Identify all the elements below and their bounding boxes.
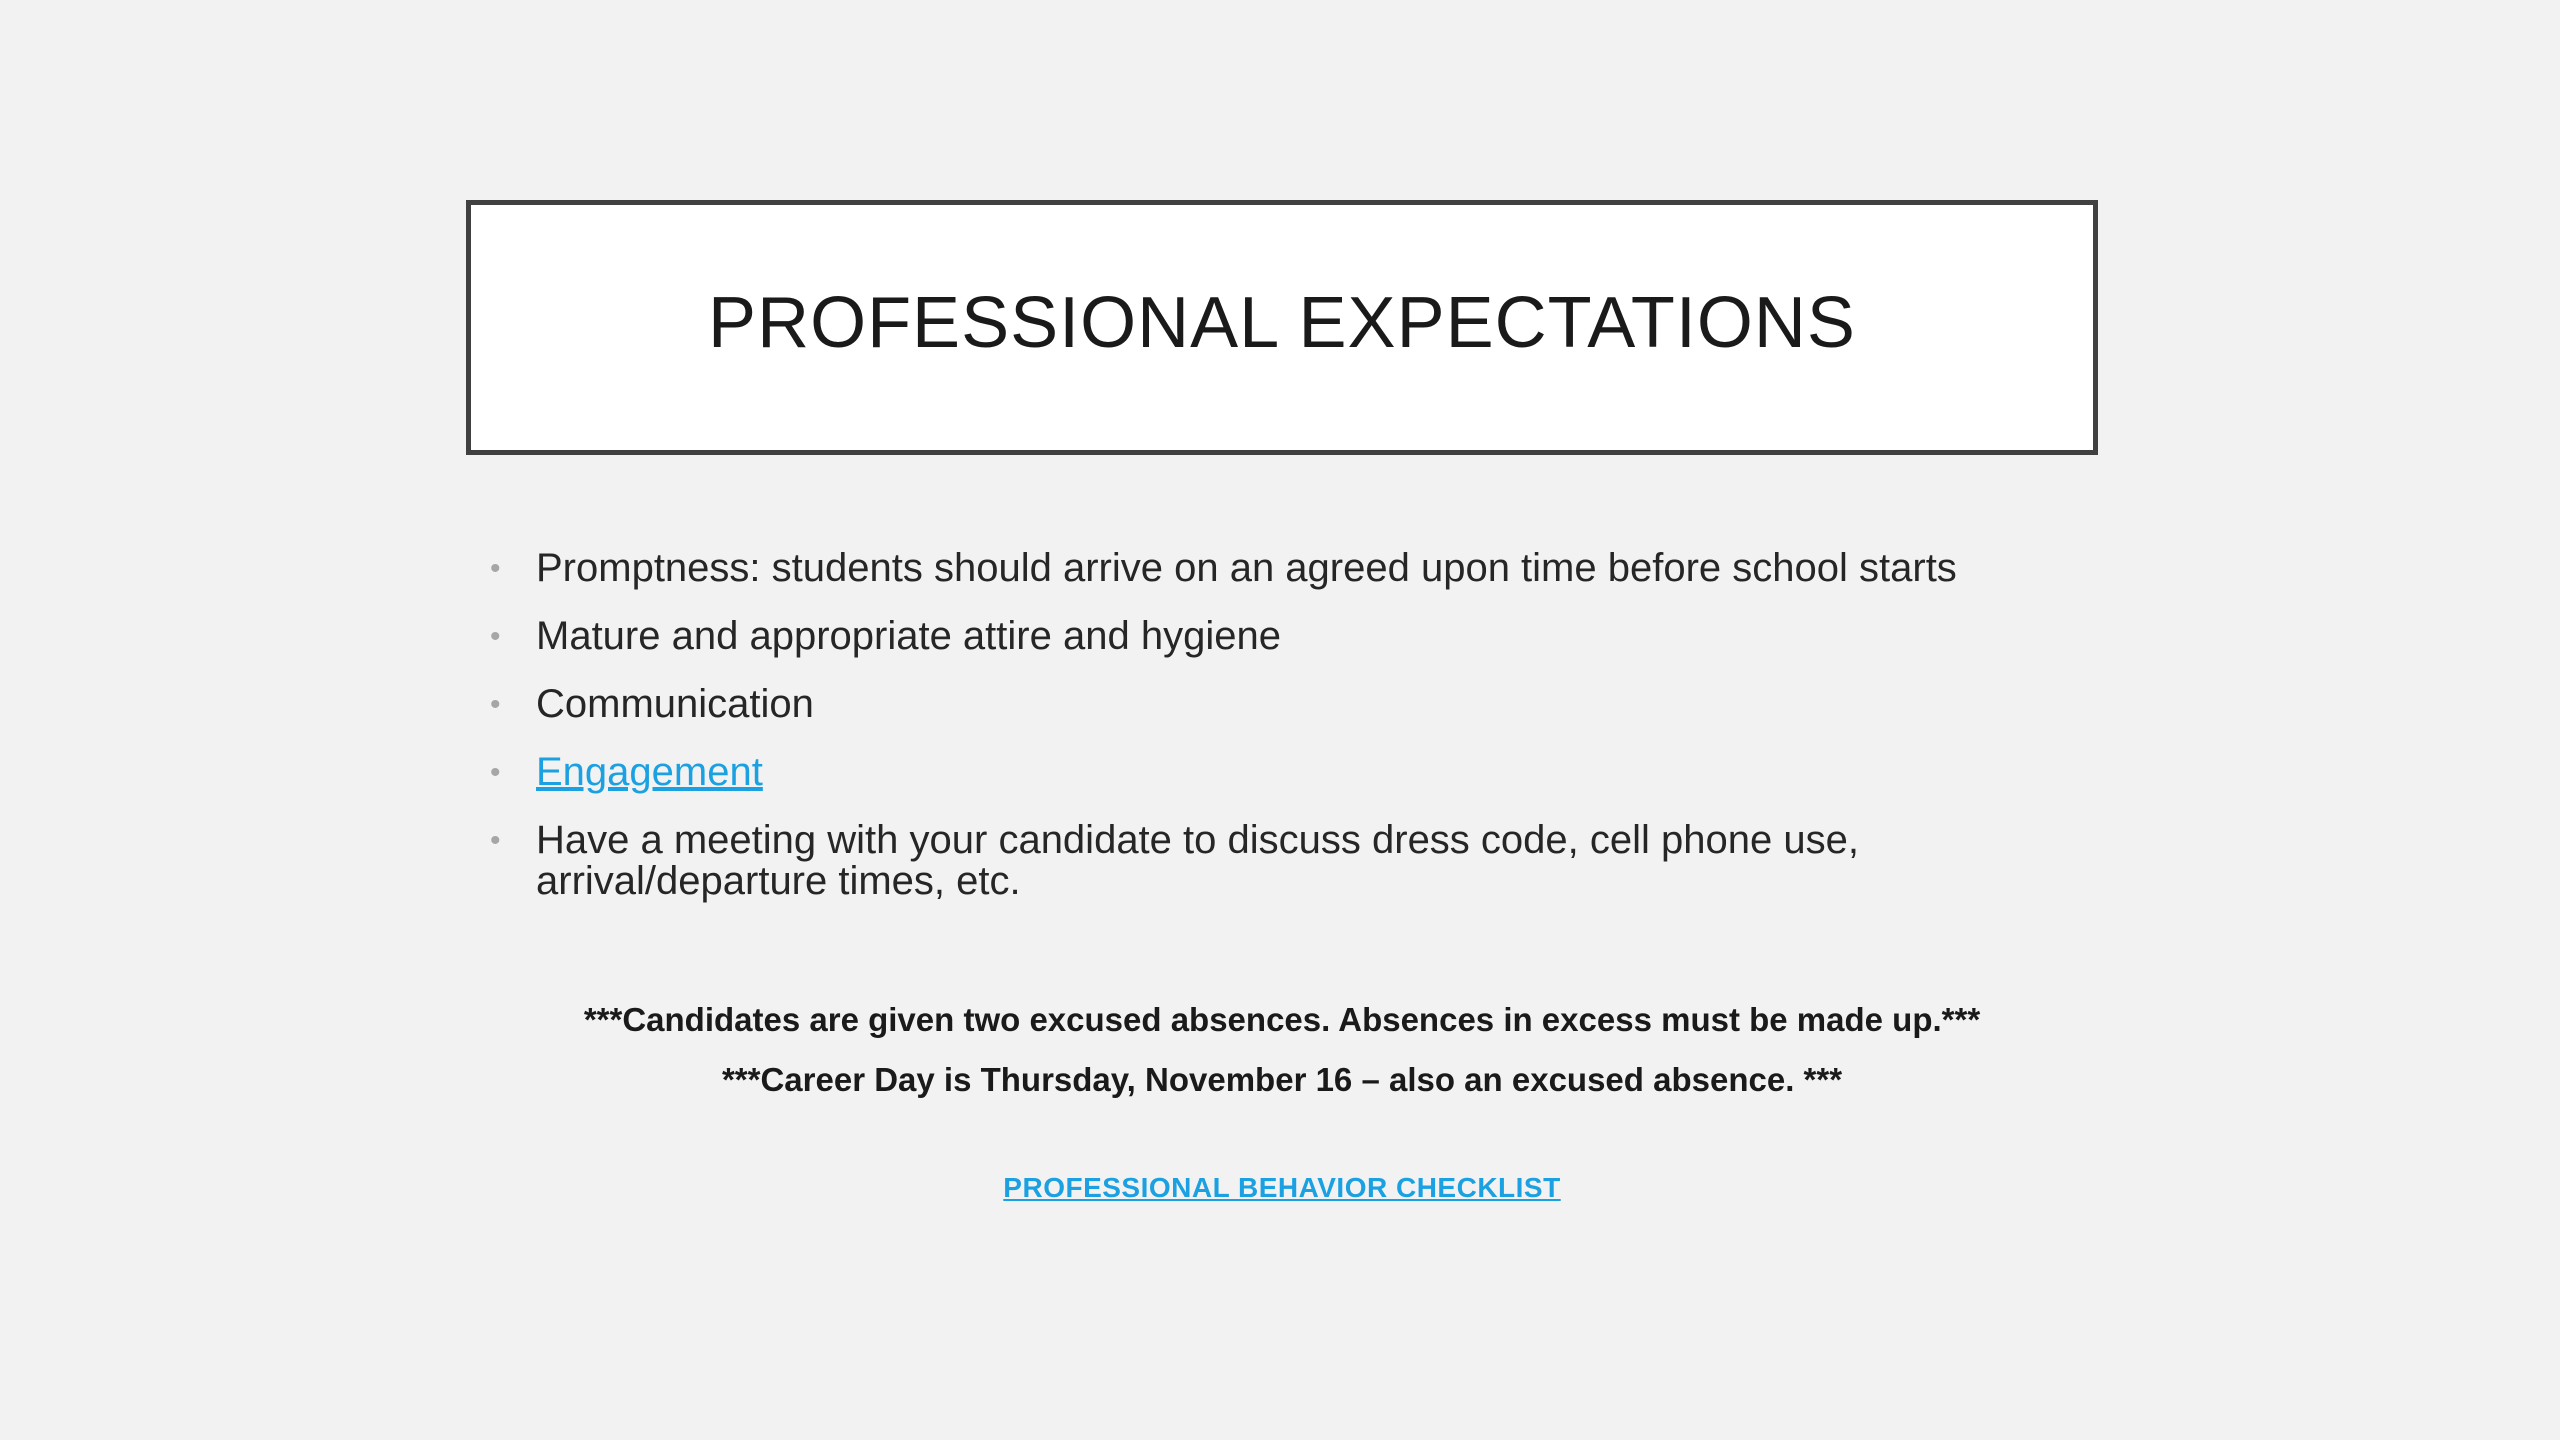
bullet-item-communication <box>490 684 2050 725</box>
bullet-text: Mature and appropriate attire and hygiene <box>536 614 1281 658</box>
bullet-item-attire <box>490 616 2050 657</box>
engagement-link[interactable]: Engagement <box>536 750 763 794</box>
bullet-text: Promptness: students should arrive on an agreed upon time before school starts <box>536 546 1957 590</box>
career-day-note: ***Career Day is Thursday, November 16 – also an excused absence. *** <box>721 1061 1843 1098</box>
checklist-section <box>466 1172 2098 1204</box>
bullet-list <box>490 548 2050 929</box>
bullet-text: Communication <box>536 682 814 726</box>
bullet-icon: • <box>490 552 501 585</box>
bullet-icon: • <box>490 620 501 653</box>
bullet-icon: • <box>490 824 501 857</box>
slide-title: PROFESSIONAL EXPECTATIONS <box>708 282 1856 363</box>
absence-note: ***Candidates are given two excused absences. Absences in excess must be made up.*** <box>583 1001 1981 1038</box>
bullet-icon: • <box>490 756 501 789</box>
bullet-item-engagement <box>490 752 2050 793</box>
title-box <box>466 200 2098 455</box>
behavior-checklist-link[interactable]: PROFESSIONAL BEHAVIOR CHECKLIST <box>1003 1172 1561 1203</box>
bullet-text: Have a meeting with your candidate to discuss dress code, cell phone use, arrival/departure times, etc. <box>536 818 1859 903</box>
notes-section <box>466 1000 2098 1120</box>
bullet-item-meeting <box>490 820 2050 902</box>
bullet-icon: • <box>490 688 501 721</box>
bullet-item-promptness <box>490 548 2050 589</box>
